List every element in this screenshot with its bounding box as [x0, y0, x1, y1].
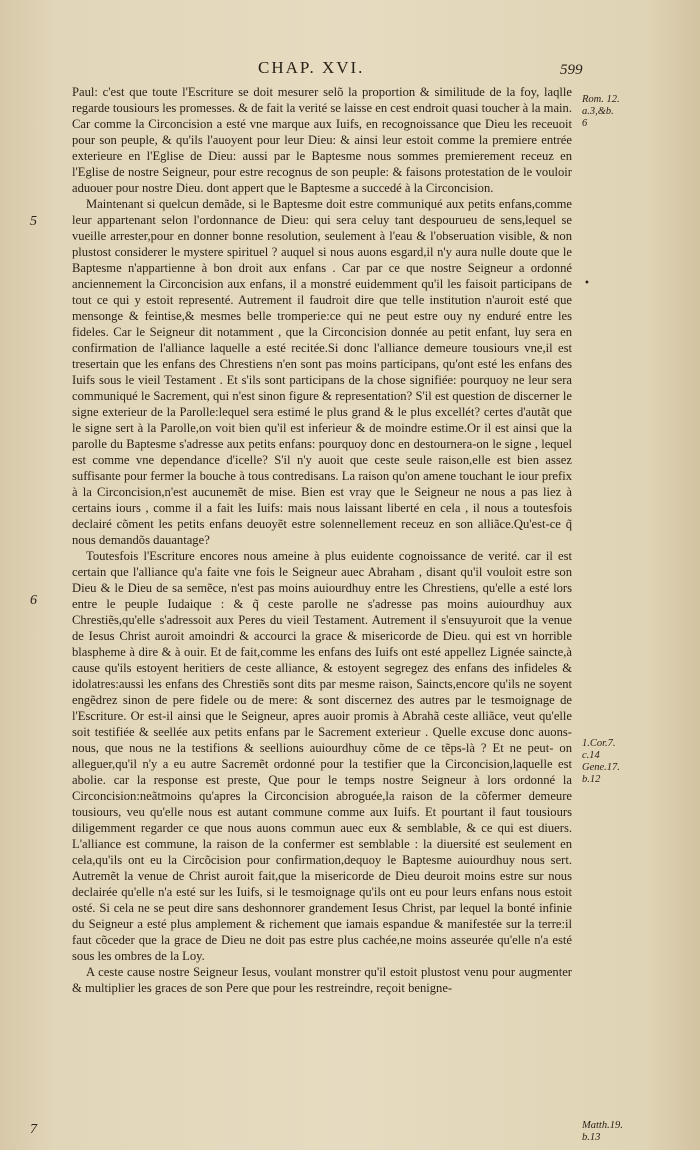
paragraph: Toutesfois l'Escriture encores nous ameine à plus euidente cognoissance de verité. car il est certain que l'alliance qu'a faite vne fois le Seigneur auec Abraham , disant qu'il vouloit estre son Dieu & le Dieu de sa semẽce, n'est pas moins auiourdhuy entre les Chrestiens, qu'elle a esté lors entre le peuple Iudaique : & q̃ ceste parolle ne s'adresse pas moins auiourdhuy aux Chrestiẽs,qu'elle s'adressoit aux Peres du vieil Testament. Autrement il s'ensuyuroit que la venue de Iesus Christ auroit amoindri & accourci la grace & misericorde de Dieu. qui est vn horrible blaspheme à dire & à ouir. Et de fait,comme les enfans des Iuifs ont esté appellez Lignée saincte,à cause qu'ils estoyent heritiers de ceste alliance, & estoyent segregez des enfans des infideles & idolatres:aussi les enfans des Chrestiẽs sont dits par mesme raison, Saincts,encore qu'ils ne soyent engẽdrez sinon de pere fidele ou de mere: & sont discernez des autres par le tesmoignage de l'Escriture. Or est-il ainsi que le Seigneur, apres auoir promis à Abrahã ceste alliãce, veut qu'elle soit testifiée & seellée aux petits enfans par le Sacrement exterieur . Quelle excuse donc auons- nous, que nous ne la testifions & seellions auiourdhuy cõme de ce tẽps-là ? Et ne peut- on alleguer,qu'il n'y a eu autre Sacremẽt ordonné pour la testifier que la Circoncision,laquelle est abolie. car la response est preste, Que pour le temps nostre Seigneur à lors ordonné la Circoncision:neãtmoins qu'apres la Circoncision abroguée,la raison de la cõfermer demeure tousiours, veu qu'elle nous est autant commune comme aux Iuifs. Et pourtant il faut tousiours diligemment regarder ce que nous auons commun auec eux & semblable, & ce qui est diuers. L'alliance est commune, la raison de la confermer est semblable : la diuersité est seulement en cela,qu'ils ont eu la Circõcision pour confirmation,dequoy le Baptesme auiourdhuy nous sert. Autremẽt la venue de Christ auroit fait,que la misericorde de Dieu deuroit moins estre sur nous declairée qu'elle n'a esté sur les Iuifs, si le tesmoignage qu'ils ont eu pour leurs enfans nous estoit osté. Si cela ne se peut dire sans deshonnorer grandement Iesus Christ, par lequel la bonté infinie du Seigneur a esté plus amplement & richement que iamais espandue & manifestée sur la terre:il faut cõceder que la grace de Dieu ne doit pas estre plus cachée,ne moins asseurée qu'elle n'a esté sous les ombres de la Loy.	[72, 549, 572, 963]
margin-note-line: 1.Cor.7.	[582, 738, 616, 749]
paragraph: Maintenant si quelcun demãde, si le Baptesme doit estre communiqué aux petits enfans,comme leur appartenant selon l'ordonnance de Dieu: qui sera celuy tant despourueu de sens,lequel se vueille arrester,pour en donner bonne resolution, seulement à l'eau & l'obseruation visible, & non plustost considerer le mystere spirituel ? auquel si nous auons esgard,il n'y aura nulle doute que le Baptesme n'appartienne à bon droit aux enfans . Car par ce que nostre Seigneur a ordonné anciennement la Circoncision aux enfans, il a monstré euidemment qu'il les faisoit participans de tout ce qui y estoit representé. Autrement il faudroit dire que telle institution n'auroit esté que mensonge & feintise,& mesmes belle tromperie:ce qui ne peut estre ouy ny enduré entre les fideles. Car le Seigneur dit notamment , que la Circoncision donnée au petit enfant, luy sera en confirmation de l'alliance laquelle a esté recitée.Si donc l'alliance demeure tousiours vne,il est tresertain que les enfans des Chrestiens n'en sont pas moins participans, qu'ont esté les enfans des Iuifs sous le vieil Testament . Et s'ils sont participans de la chose signifiée: pourquoy ne leur sera communiqué le Sacrement, qui n'est sinon figure & representation? S'il est question de discerner le signe exterieur de la Parolle:lequel sera estimé le plus grand & le plus excellét? certes d'autãt que le signe sert à la Parolle,on voit bien qu'il est inferieur & de moindre estime.Or il est ainsi que la parolle du Baptesme s'adresse aux petits enfans: pourquoy donc en destournera-on le signe , lequel est comme vne dependance d'icelle? S'il n'y auoit que ceste seule raison,elle est bien assez suffisante pour fermer la bouche à tous contredisans. La raison qu'on amene touchant le iour prefix à la Circoncision,n'est aucunemẽt de mise. Bien est vray que le Seigneur ne nous a pas liez à certains iours , comme il a fait les Iuifs: mais nous laissant liberté en cela , il nous a toutesfois declairé cõment les petits enfans deuoyẽt estre solennellement receuz en son alliãce.Qu'est-ce q̃ nous demandõs dauantage?	[72, 197, 572, 547]
section-marker: 7	[30, 1122, 37, 1137]
section-marker: 5	[30, 214, 37, 229]
margin-dot: •	[584, 278, 590, 289]
margin-note-line: b.12	[582, 774, 601, 785]
paragraph: A ceste cause nostre Seigneur Iesus, voulant monstrer qu'il estoit plustost venu pour augmenter & multiplier les graces de son Pere que pour les restreindre, reçoit benigne-	[72, 965, 572, 995]
margin-note-line: Gene.17.	[582, 762, 620, 773]
page-number: 599	[560, 62, 583, 78]
margin-note-line: c.14	[582, 750, 600, 761]
margin-note-line: b.13	[582, 1132, 601, 1143]
margin-note-line: a.3,&b.	[582, 106, 614, 117]
margin-note	[582, 94, 692, 130]
margin-note	[582, 738, 692, 786]
margin-note-line: Matth.19.	[582, 1120, 623, 1131]
page-header	[0, 58, 700, 82]
body-text	[72, 84, 572, 996]
section-marker: 6	[30, 593, 37, 608]
margin-note-line: Rom. 12.	[582, 94, 620, 105]
margin-note	[582, 1120, 692, 1144]
margin-note-line: 6	[582, 118, 588, 129]
paragraph: Paul: c'est que toute l'Escriture se doit mesurer selõ la proportion & similitude de la foy, laqlle regarde tousiours les promesses. & de fait la verité se laisse en cest endroit quasi toucher à la main. Car comme la Circoncision a esté vne marque aux Iuifs, en recognoissance que Dieu les receuoit pour son peuple, & qu'ils l'auoyent pour leur Dieu: & ainsi leur estoit comme la premiere entrée exterieure en l'Eglise de Dieu: aussi par le Baptesme nous sommes premierement receuz en l'Eglise de nostre Seigneur, pour estre recognus de son peuple: & faisons protestation de le vouloir aduouer pour nostre Dieu. dont appert que le Baptesme a succedé à la Circoncision.	[72, 85, 572, 195]
running-head: CHAP. XVI.	[258, 58, 365, 77]
